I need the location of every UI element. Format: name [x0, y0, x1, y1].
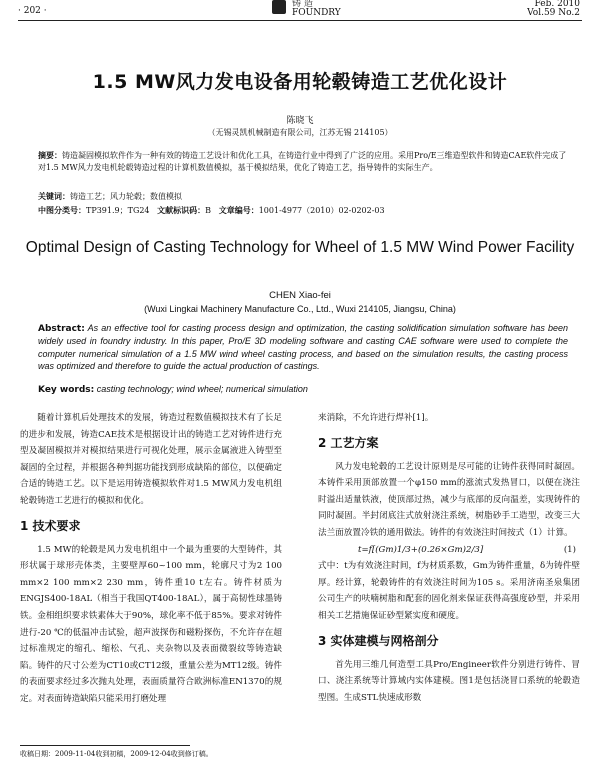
section-3-paragraph: 首先用三维几何造型工具Pro/Engineer软件分别进行铸件、冒口、浇注系统等计算域内实体建模。图1是包括浇冒口系统的轮毂造型图。生成STL快速成形数	[318, 659, 580, 703]
affiliation-cn: （无锡灵凯机械制造有限公司，江苏无锡 214105）	[207, 128, 393, 137]
journal-name	[292, 0, 341, 18]
footnote-rule	[20, 745, 190, 746]
intro-paragraph: 随着计算机后处理技术的发展，铸造过程数值模拟技术有了长足的进步和发展，铸造CAE技术是根据设计出的铸造工艺对铸件进行充型及凝固模拟并对模拟结果进行可视化处理，展示金属液进入铸型至凝固的全过程，并根据各种判据功能找到形成缺陷的部位，以便确定合适的铸造工艺。以下是运用铸造模拟软件对1.5 MW风力发电机组轮毂铸造工艺进行的模拟和优化。	[20, 413, 282, 506]
equation-1	[318, 542, 580, 559]
equation-formula: t=f[(Gm)1/3+(0.26×Gm)2/3]	[358, 544, 484, 555]
title-en: Optimal Design of Casting Technology for Wheel of 1.5 MW Wind Power Facility	[25, 239, 575, 256]
issue-date: Feb. 2010	[534, 0, 580, 9]
author-cn: 陈晓飞	[286, 116, 314, 126]
body-column-right	[318, 410, 580, 706]
section-3-heading: 3 实体建模与网格剖分	[318, 633, 439, 648]
article-no-label: 文章编号：	[218, 206, 259, 215]
section-2-heading: 2 工艺方案	[318, 435, 379, 450]
abstract-cn-text: 铸造凝固模拟软件作为一种有效的铸造工艺设计和优化工具，在铸造行业中得到了广泛的应用。采用Pro/E三维造型软件和铸造CAE软件完成了对1.5 MW风力发电机轮毂铸造过程的计算机数值模拟，基于模拟结果，优化了铸造工艺，指导铸件的实际生产。	[38, 151, 567, 172]
abstract-en-label: Abstract:	[38, 324, 85, 334]
doc-code-value: B	[205, 206, 212, 215]
doc-code-label: 文献标识码：	[157, 206, 206, 215]
classification-cn	[38, 205, 574, 217]
footnote: 收稿日期：2009-11-04收到初稿，2009-12-04收到修订稿。	[20, 750, 213, 758]
keywords-cn	[38, 191, 574, 203]
equation-description: 式中：t为有效浇注时间，f为材质系数，Gm为铸件重量，δ为铸件壁厚。经计算，轮毂铸件的有效浇注时间为105 s。采用济南圣泉集团公司生产的呋喃树脂和配套的固化剂来保证获得高强度砂型，并采用相关工艺措施保证砂型紧实度和硬度。	[318, 561, 580, 621]
keywords-en	[38, 384, 568, 395]
abstract-cn-label: 摘要：	[38, 151, 62, 160]
journal-name-cn: 铸 造	[292, 0, 313, 9]
journal-name-en: FOUNDRY	[292, 8, 341, 18]
keywords-en-text: casting technology; wind wheel; numerical simulation	[96, 384, 308, 394]
section-1-paragraph: 1.5 MW的轮毂是风力发电机组中一个最为重要的大型铸件，其形状属于球形壳体类，主要壁厚60~100 mm，轮廓尺寸为2 100 mm×2 100 mm×2 230 mm，铸件重10 t左右。铸件材质为ENGJS400-18AL（相当于我国QT400-18AL），属于高韧性球墨铸铁。金相组织要求铁素体大于90%，球化率不低于85%。要求对铸件进行-20 ℃的低温冲击试验，超声波探伤和磁粉探伤，不允许存在超过标准规定的缩孔、缩松、气孔、夹杂物以及表面微裂纹等铸造缺陷。铸件的尺寸公差为CT10或CT12级，重量公差为MT12级。铸件的表面要求经过多次抛丸处理，表面质量符合欧洲标准EN1370的规定。对表面铸造缺陷只能采用打磨处理	[20, 544, 282, 704]
author-en: CHEN Xiao-fei	[269, 290, 331, 301]
clc-value: TP391.9；TG24	[86, 206, 150, 215]
equation-number: (1)	[563, 544, 576, 555]
section-2-paragraph: 风力发电轮毂的工艺设计原则是尽可能的让铸件获得同时凝固。本铸件采用顶部放置一个φ150 mm的涨流式发热冒口，以便在浇注时溢出适量铁液，使顶部过热，减少与底部的反向温差，实现铸件的同时凝固。半封闭底注式放射浇注系统，树脂砂手工造型，改变三大法兰面放置冷铁的通用做法。铸件的有效浇注时间按式（1）计算。	[318, 461, 580, 538]
affiliation-en: (Wuxi Lingkai Machinery Manufacture Co., Ltd., Wuxi 214105, Jiangsu, China)	[144, 304, 456, 314]
keywords-cn-label: 关键词：	[38, 192, 70, 201]
header-rule	[18, 20, 582, 21]
body-column-left	[20, 410, 282, 708]
abstract-cn	[38, 150, 574, 173]
abstract-en	[38, 322, 568, 372]
journal-logo-icon	[272, 0, 286, 14]
section-1-heading: 1 技术要求	[20, 518, 81, 533]
article-no-value: 1001-4977（2010）02-0202-03	[258, 206, 385, 215]
abstract-en-text: As an effective tool for casting process design and optimization, the casting solidification simulation software has been widely used in foundry industry. In this paper, Pro/E 3D modeling software and casting CAE software were used to complete the computer numerical simulation of a 1.5 MW wind wheel casting process, and based on the simulation results, the casting process was optimized and therefore to guide the actual production of castings.	[38, 323, 569, 371]
keywords-cn-text: 铸造工艺；风力轮毂；数值模拟	[70, 192, 182, 201]
clc-label: 中图分类号：	[38, 206, 86, 215]
issue-info	[527, 0, 580, 18]
continued-paragraph: 来消除，不允许进行焊补[1]。	[318, 413, 434, 423]
keywords-en-label: Key words:	[38, 385, 95, 395]
title-cn: 1.5 MW风力发电设备用轮毂铸造工艺优化设计	[92, 71, 508, 93]
issue-volume: Vol.59 No.2	[527, 8, 580, 18]
page-number: · 202 ·	[18, 6, 47, 16]
